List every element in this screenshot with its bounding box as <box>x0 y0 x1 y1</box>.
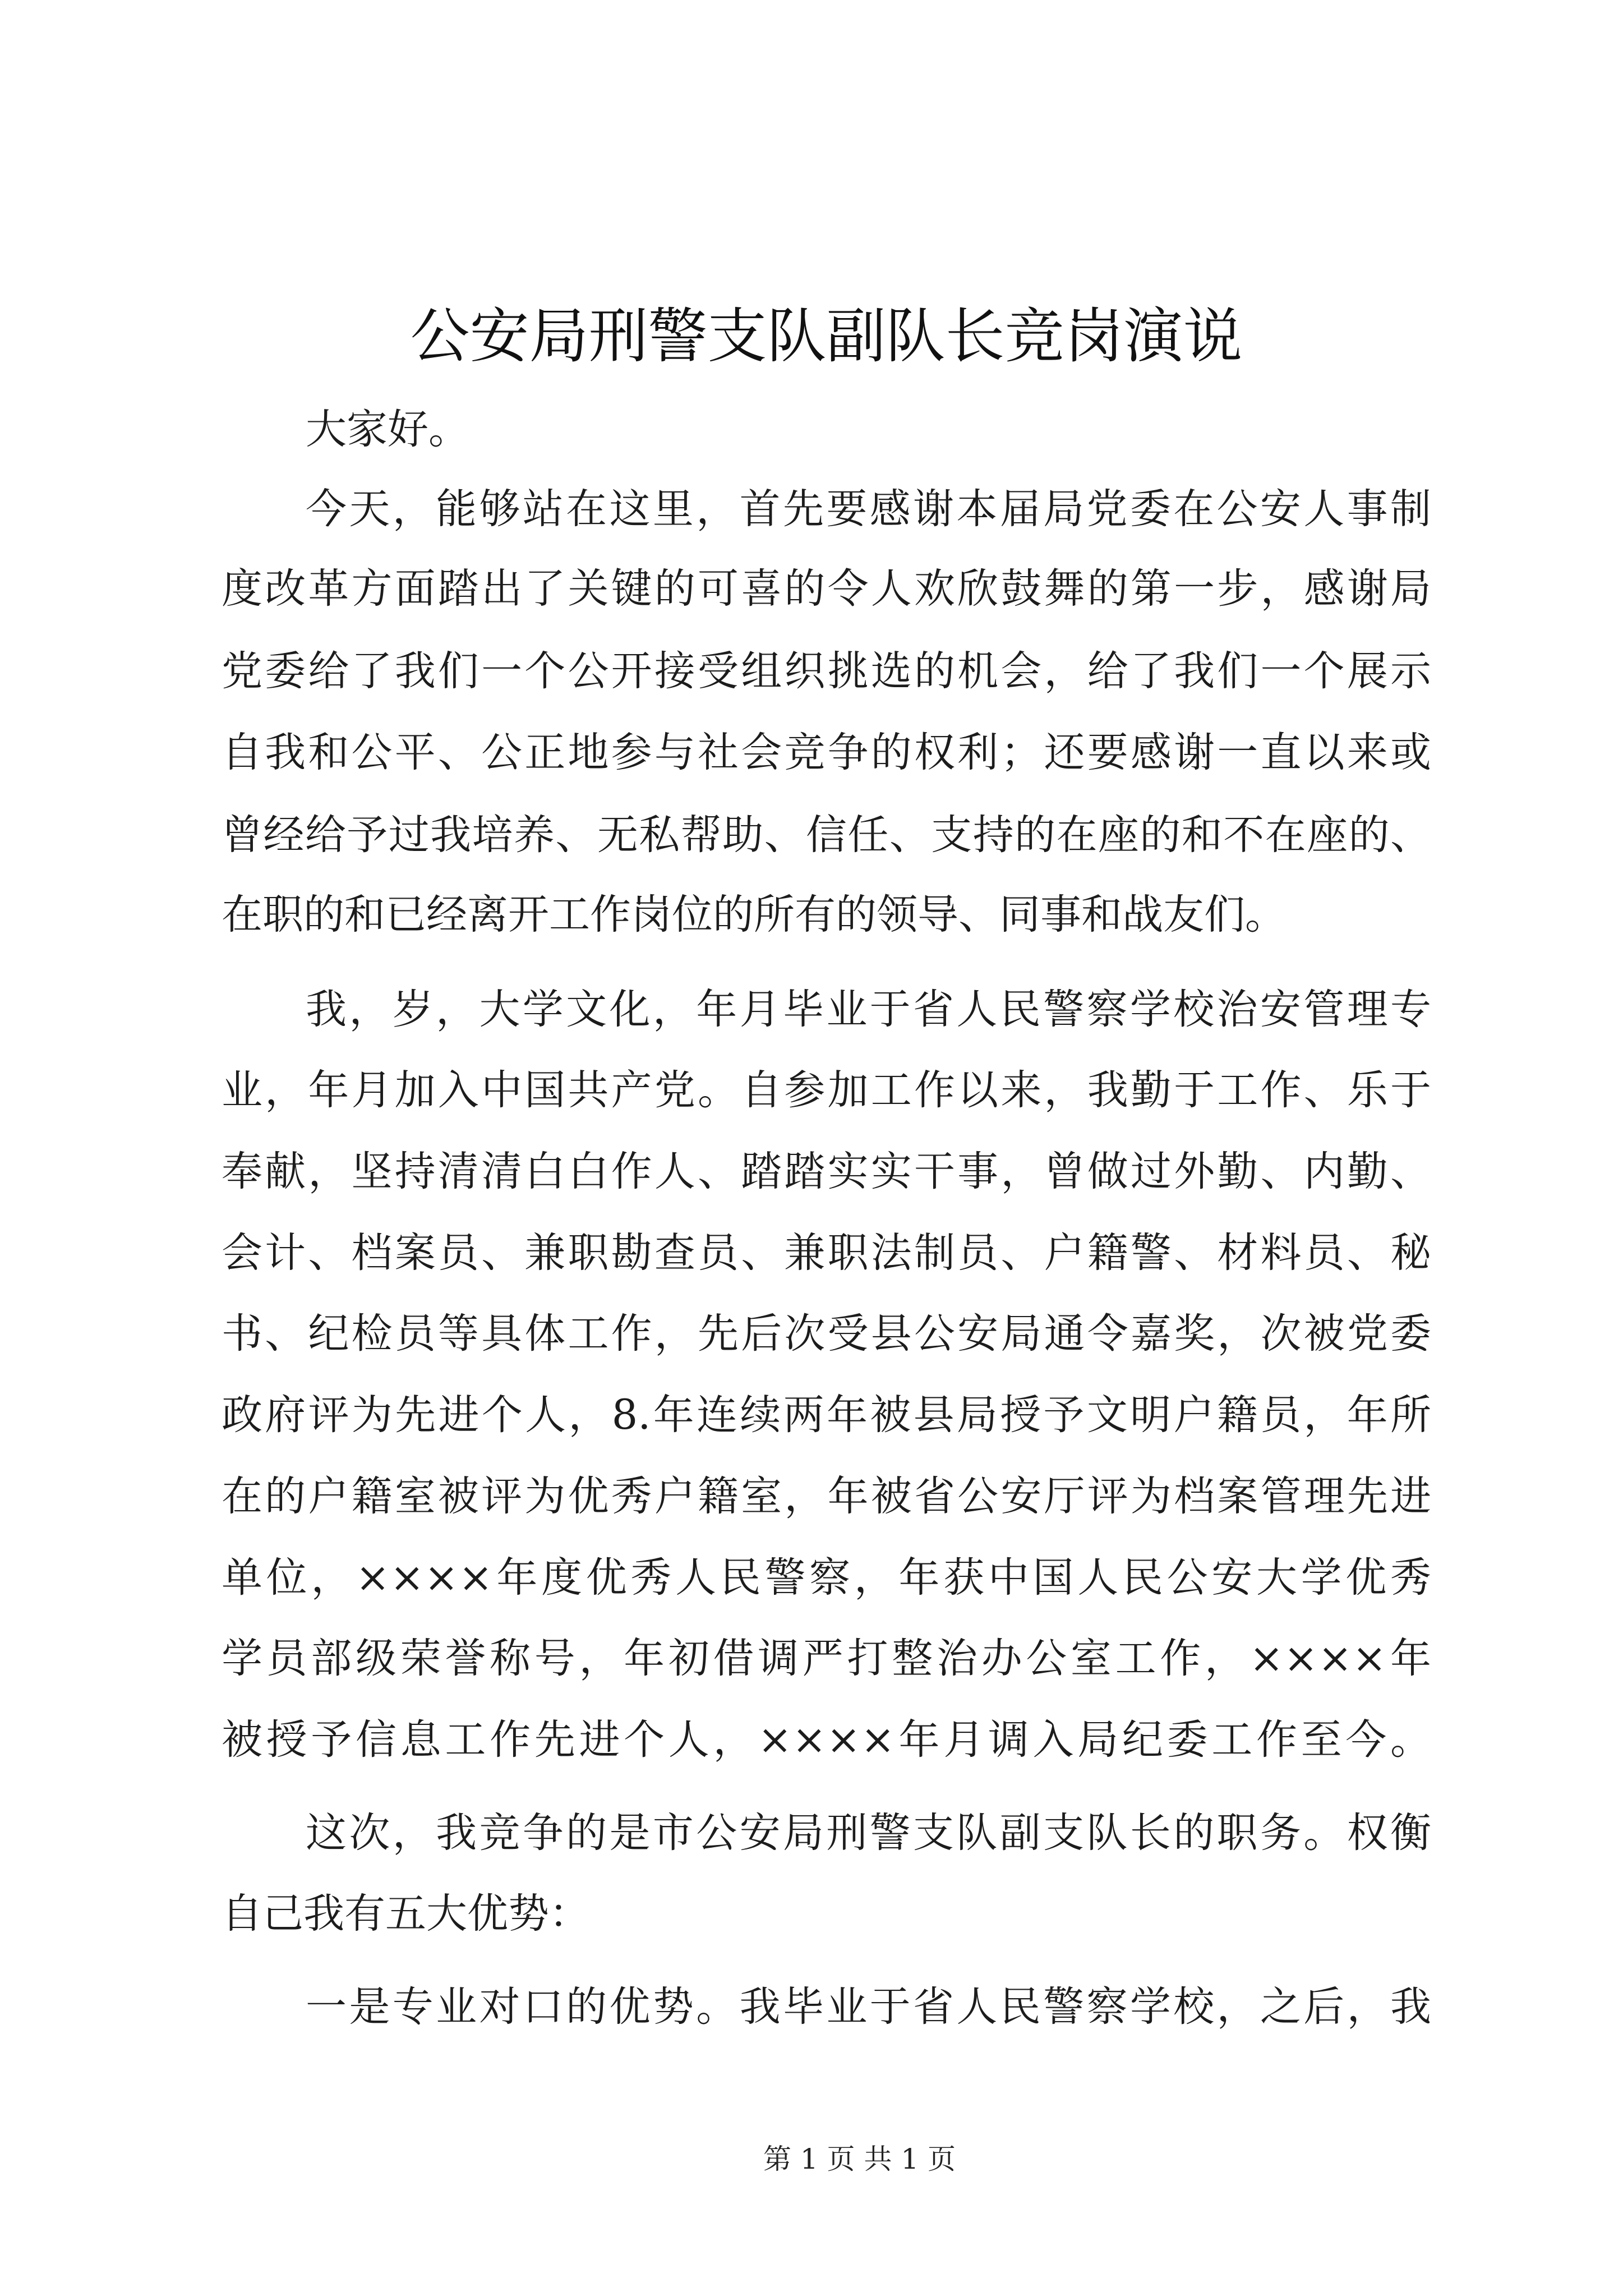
body-line: 在的户籍室被评为优秀户籍室，年被省公安厅评为档案管理先进 <box>222 1473 1431 1520</box>
body-line-greeting: 大家好。 <box>306 406 469 453</box>
footer-page-number: 第 1 页 共 1 页 <box>763 2143 956 2175</box>
body-line: 在职的和已经离开工作岗位的所有的领导、同事和战友们。 <box>222 891 1286 938</box>
body-line: 单位，××××年度优秀人民警察，年获中国人民公安大学优秀 <box>222 1554 1431 1602</box>
body-line: 学员部级荣誉称号，年初借调严打整治办公室工作，××××年 <box>222 1635 1431 1682</box>
body-line: 被授予信息工作先进个人，××××年月调入局纪委工作至今。 <box>222 1716 1431 1764</box>
body-line: 今天，能够站在这里，首先要感谢本届局党委在公安人事制 <box>306 485 1431 533</box>
body-line: 一是专业对口的优势。我毕业于省人民警察学校，之后，我 <box>306 1983 1431 2031</box>
body-line: 奉献，坚持清清白白作人、踏踏实实干事，曾做过外勤、内勤、 <box>222 1148 1431 1195</box>
body-line: 我，岁，大学文化，年月毕业于省人民警察学校治安管理专 <box>306 986 1431 1033</box>
body-line: 会计、档案员、兼职勘查员、兼职法制员、户籍警、材料员、秘 <box>222 1229 1431 1277</box>
body-line: 党委给了我们一个公开接受组织挑选的机会，给了我们一个展示 <box>222 647 1431 695</box>
body-line: 这次，我竞争的是市公安局刑警支队副支队长的职务。权衡 <box>306 1809 1431 1857</box>
body-line: 曾经给予过我培养、无私帮助、信任、支持的在座的和不在座的、 <box>222 811 1431 859</box>
document-title: 公安局刑警支队副队长竞岗演说 <box>410 302 1243 371</box>
body-line: 自我和公平、公正地参与社会竞争的权利；还要感谢一直以来或 <box>222 729 1431 776</box>
body-line: 书、纪检员等具体工作，先后次受县公安局通令嘉奖，次被党委 <box>222 1310 1431 1358</box>
body-line: 业，年月加入中国共产党。自参加工作以来，我勤于工作、乐于 <box>222 1066 1431 1114</box>
body-line: 政府评为先进个人，8.年连续两年被县局授予文明户籍员，年所 <box>222 1391 1431 1439</box>
body-line: 自己我有五大优势： <box>222 1890 590 1938</box>
body-line: 度改革方面踏出了关键的可喜的令人欢欣鼓舞的第一步，感谢局 <box>222 565 1431 613</box>
